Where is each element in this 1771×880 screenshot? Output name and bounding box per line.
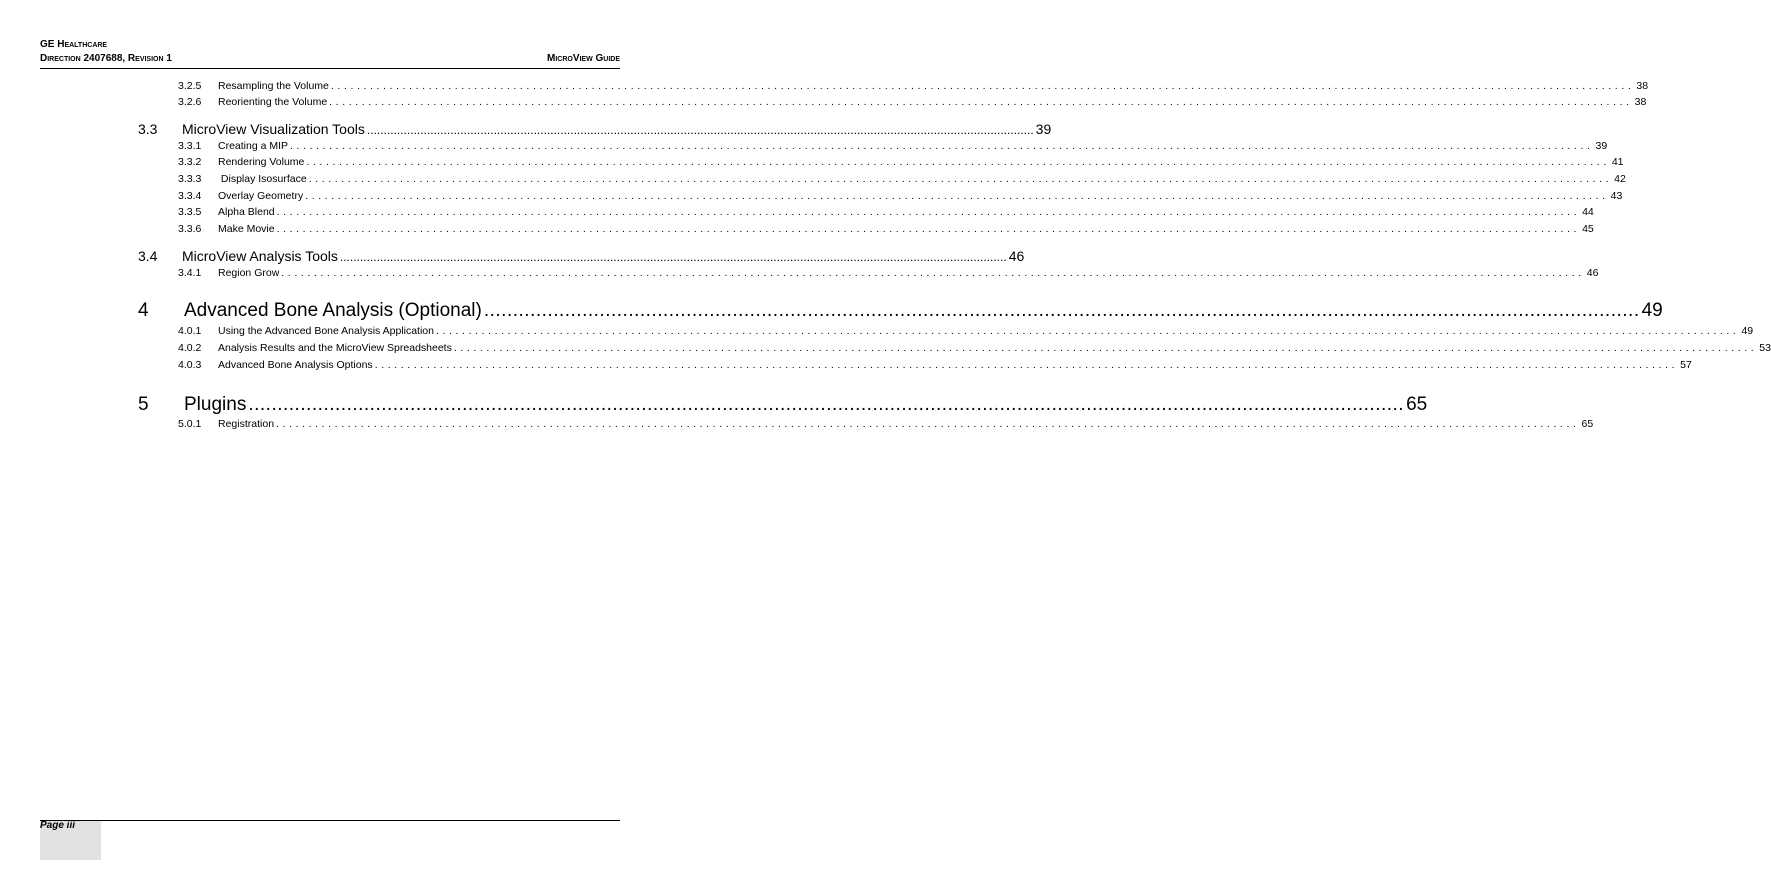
header-second-line — [40, 52, 620, 66]
header-rule — [40, 68, 620, 69]
toc-entry-page: 49 — [1741, 325, 1754, 337]
toc-entry-number: 3.3 — [138, 121, 158, 137]
toc-leader-dots: ........................................................................................................................................................................................................ — [329, 96, 1633, 108]
toc-leader-dots: ........................................................................................................................................................................................................ — [374, 359, 1679, 371]
toc-entry-page: 38 — [1636, 80, 1649, 92]
toc-entry[interactable] — [178, 267, 1599, 283]
toc-entry-title: Region Grow — [218, 267, 280, 279]
toc-leader-dots: ........................................................................................................................................................................................................ — [453, 342, 1758, 354]
toc-entry-number: 5 — [138, 394, 149, 415]
toc-entry-title: Display Isosurface — [218, 173, 307, 185]
toc-entry-page: 45 — [1582, 223, 1594, 235]
toc-entry-number: 3.3.5 — [178, 206, 202, 218]
toc-leader-dots: ........................................................................................................................................................................................................ — [276, 206, 1581, 218]
page-number: Page iii — [40, 820, 76, 831]
toc-entry-page: 53 — [1759, 342, 1771, 354]
toc-entry-number: 3.3.6 — [178, 223, 202, 235]
toc-entry-number: 5.0.1 — [178, 418, 202, 430]
toc-entry[interactable] — [138, 121, 1052, 139]
toc-entry-title: Reorienting the Volume — [218, 96, 328, 108]
toc-entry[interactable] — [178, 206, 1594, 222]
toc-entry-page: 39 — [1035, 121, 1052, 137]
footer-rule — [40, 820, 620, 821]
company-name: GE Healthcare — [40, 39, 108, 50]
toc-entry-title: Creating a MIP — [218, 140, 289, 152]
toc-entry[interactable] — [178, 80, 1649, 96]
toc-entry-number: 4.0.3 — [178, 359, 202, 371]
toc-entry-page: 38 — [1634, 96, 1647, 108]
toc-entry-number: 3.4 — [138, 248, 158, 264]
toc-leader-dots: ........................................................................................................................................................................................................ — [306, 156, 1610, 168]
toc-entry-title: Make Movie — [218, 223, 275, 235]
toc-entry-number: 3.3.2 — [178, 156, 202, 168]
toc-leader-dots: ........................................................................................................................................................................................................ — [290, 140, 1594, 152]
toc-entry-number: 3.2.5 — [178, 80, 202, 92]
toc-entry[interactable] — [138, 248, 1025, 266]
toc-entry[interactable] — [178, 96, 1647, 112]
toc-entry-title: Alpha Blend — [218, 206, 275, 218]
toc-leader-dots: ........................................................................................................................................................................................................ — [435, 325, 1740, 337]
toc-entry-title: Rendering Volume — [218, 156, 305, 168]
toc-entry-title: Analysis Results and the MicroView Spreadsheets — [218, 342, 452, 354]
toc-entry[interactable] — [178, 223, 1594, 239]
toc-entry-page: 44 — [1582, 206, 1594, 218]
toc-entry-title: Advanced Bone Analysis (Optional) — [184, 300, 482, 321]
toc-entry[interactable] — [178, 140, 1608, 156]
toc-leader-dots: ........................................................................................................................................................................................................ — [248, 394, 1405, 415]
toc-entry[interactable] — [178, 359, 1692, 375]
toc-entry-title: MicroView Analysis Tools — [182, 248, 338, 264]
toc-entry-title: MicroView Visualization Tools — [182, 121, 365, 137]
toc-leader-dots: ........................................................................................................................................................................................................ — [339, 250, 1007, 264]
toc-entry-title: Advanced Bone Analysis Options — [218, 359, 373, 371]
toc-leader-dots: ........................................................................................................................................................................................................ — [276, 223, 1581, 235]
toc-entry[interactable] — [178, 342, 1771, 358]
toc-entry-title: Resampling the Volume — [218, 80, 329, 92]
toc-entry[interactable] — [178, 325, 1754, 341]
toc-entry[interactable] — [178, 173, 1626, 189]
toc-entry-number: 3.3.3 — [178, 173, 202, 185]
page-header — [40, 38, 620, 66]
toc-entry[interactable] — [178, 418, 1594, 434]
toc-entry-title: Overlay Geometry — [218, 190, 304, 202]
toc-entry-page: 65 — [1581, 418, 1594, 430]
toc-leader-dots: ........................................................................................................................................................................................................ — [276, 418, 1580, 430]
toc-entry[interactable] — [138, 394, 1428, 418]
toc-entry-number: 4.0.1 — [178, 325, 202, 337]
toc-entry-number: 3.2.6 — [178, 96, 202, 108]
document-direction: Direction 2407688, Revision 1 — [40, 53, 172, 64]
toc-entry-page: 41 — [1611, 156, 1624, 168]
toc-entry[interactable] — [178, 190, 1623, 206]
toc-leader-dots: ........................................................................................................................................................................................................ — [483, 300, 1640, 321]
toc-entry-page: 39 — [1595, 140, 1608, 152]
toc-entry-title: Plugins — [184, 394, 247, 415]
toc-leader-dots: ........................................................................................................................................................................................................ — [366, 123, 1034, 137]
toc-leader-dots: ........................................................................................................................................................................................................ — [308, 173, 1613, 185]
toc-entry-page: 43 — [1610, 190, 1623, 202]
toc-entry-title: Registration — [218, 418, 275, 430]
toc-entry-page: 49 — [1641, 300, 1663, 321]
toc-entry-number: 3.3.1 — [178, 140, 202, 152]
toc-entry[interactable] — [178, 156, 1624, 172]
toc-entry-page: 46 — [1586, 267, 1599, 279]
toc-entry-number: 3.4.1 — [178, 267, 202, 279]
toc-entry-title: Using the Advanced Bone Analysis Application — [218, 325, 434, 337]
toc-leader-dots: ........................................................................................................................................................................................................ — [330, 80, 1635, 92]
toc-entry-number: 4 — [138, 300, 149, 321]
toc-entry-page: 42 — [1614, 173, 1626, 185]
guide-title: MicroView Guide — [546, 53, 620, 64]
toc-entry-number: 3.3.4 — [178, 190, 202, 202]
toc-leader-dots: ........................................................................................................................................................................................................ — [281, 267, 1585, 279]
toc-entry-page: 46 — [1008, 248, 1025, 264]
toc-leader-dots: ........................................................................................................................................................................................................ — [305, 190, 1609, 202]
toc-entry-page: 57 — [1680, 359, 1692, 371]
toc-entry[interactable] — [138, 300, 1663, 324]
toc-entry-number: 4.0.2 — [178, 342, 202, 354]
toc-entry-page: 65 — [1406, 394, 1428, 415]
